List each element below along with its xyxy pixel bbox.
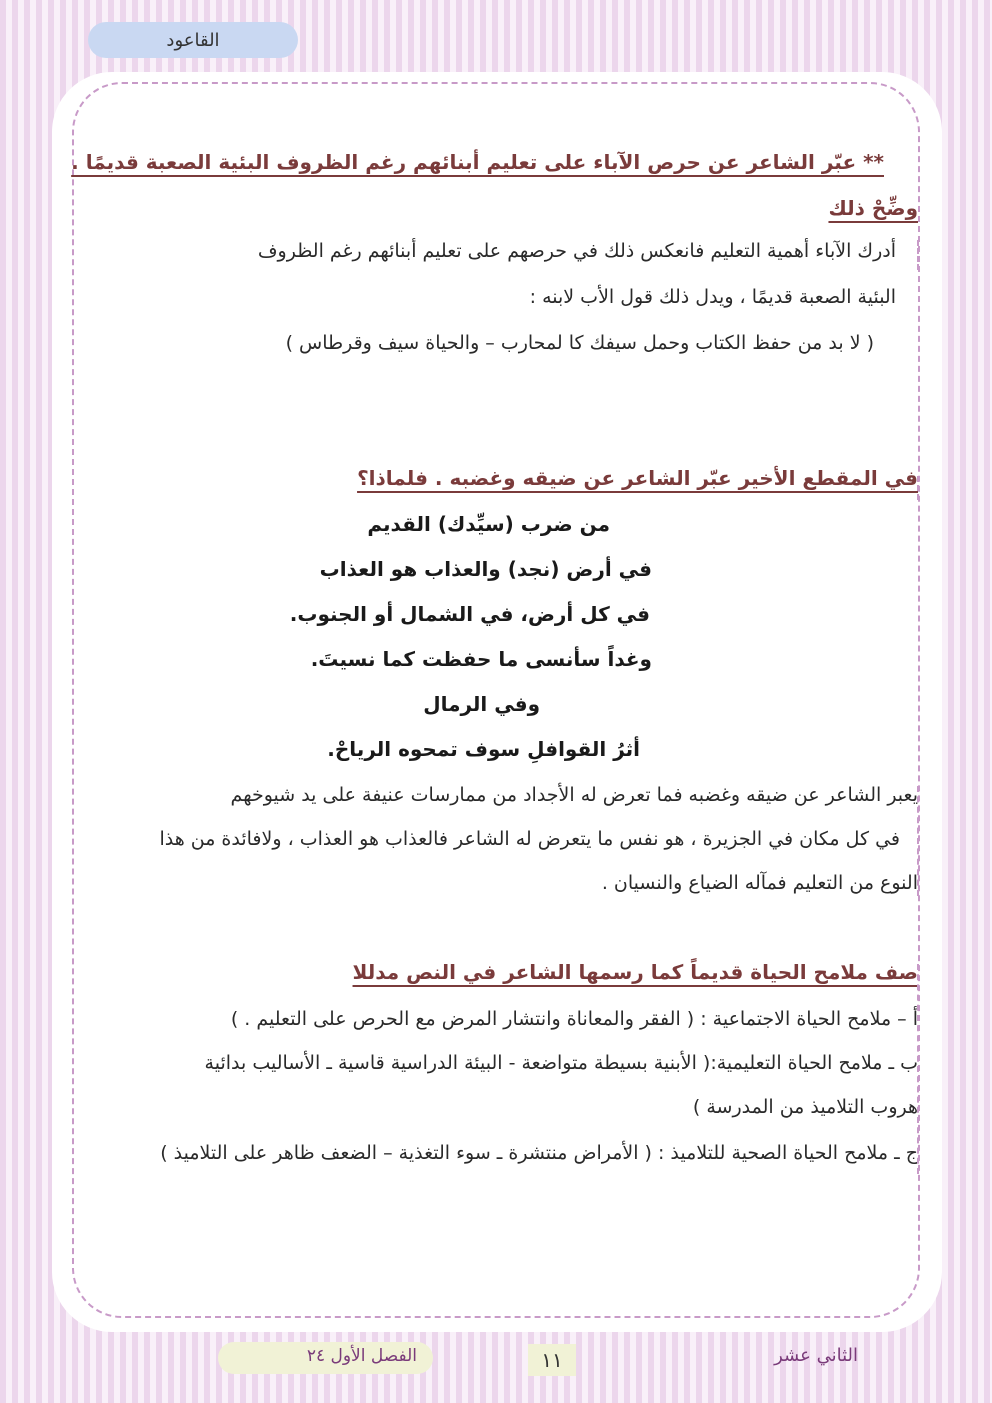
- item-c: ج ـ ملامح الحياة الصحية للتلاميذ : ( الأمراض منتشرة ـ سوء التغذية – الضعف ظاهر على التلاميذ ): [160, 1142, 918, 1164]
- answer-1-line-3: ( لا بد من حفظ الكتاب وحمل سيفك كا لمحارب – والحياة سيف وقرطاس ): [285, 332, 874, 354]
- item-b-line-1: ب ـ ملامح الحياة التعليمية:( الأبنية بسيطة متواضعة - البيئة الدراسية قاسية ـ الأساليب بدائية: [204, 1052, 918, 1074]
- footer-grade: الثاني عشر: [774, 1345, 858, 1366]
- footer-term-pill: [218, 1342, 433, 1374]
- page-number: [528, 1344, 576, 1376]
- question-2: في المقطع الأخير عبّر الشاعر عن ضيقه وغضبه . فلماذا؟: [357, 466, 918, 490]
- answer-2-line-1: يعبر الشاعر عن ضيقه وغضبه فما تعرض له الأجداد من ممارسات عنيفة على يد شيوخهم: [230, 784, 918, 806]
- verse-4: وغداً سأنسى ما حفظت كما نسيتَ.: [310, 647, 652, 671]
- margin-dash: [917, 476, 919, 500]
- answer-1-line-2: البئية الصعبة قديمًا ، ويدل ذلك قول الأب لابنه :: [529, 286, 896, 308]
- verse-5: وفي الرمال: [423, 692, 540, 716]
- verse-3: في كل أرض، في الشمال أو الجنوب.: [289, 602, 650, 626]
- answer-2-line-2: في كل مكان في الجزيرة ، هو نفس ما يتعرض له الشاعر فالعذاب هو العذاب ، ولافائدة من هذا: [159, 828, 900, 850]
- margin-dash: [917, 964, 919, 1174]
- answer-1-line-1: أدرك الآباء أهمية التعليم فانعكس ذلك في حرصهم على تعليم أبنائهم رغم الظروف: [257, 240, 896, 262]
- question-1-line-1: ** عبّر الشاعر عن حرص الآباء على تعليم أبنائهم رغم الظروف البئية الصعبة قديمًا .: [71, 150, 884, 174]
- footer-term: الفصل الأول ٢٤: [306, 1346, 417, 1366]
- verse-6: أثرُ القوافلِ سوف تمحوه الرياحْ.: [327, 737, 640, 761]
- header-tab: [88, 22, 298, 58]
- question-1-line-2: وضِّحْ ذلك: [828, 196, 918, 220]
- header-tab-label: القاعود: [166, 29, 220, 51]
- question-3: صف ملامح الحياة قديماً كما رسمها الشاعر في النص مدللا: [352, 960, 918, 984]
- margin-dash: [917, 786, 919, 896]
- item-a: أ – ملامح الحياة الاجتماعية : ( الفقر والمعاناة وانتشار المرض مع الحرص على التعليم . ): [230, 1008, 918, 1030]
- answer-2-line-3: النوع من التعليم فمآله الضياع والنسيان .: [601, 872, 918, 894]
- verse-2: في أرض (نجد) والعذاب هو العذاب: [319, 557, 652, 581]
- item-b-line-2: هروب التلاميذ من المدرسة ): [692, 1096, 918, 1118]
- page-number-text: ١١: [541, 1348, 563, 1372]
- margin-dash: [917, 240, 919, 270]
- verse-1: من ضرب (سيِّدك) القديم: [367, 512, 610, 536]
